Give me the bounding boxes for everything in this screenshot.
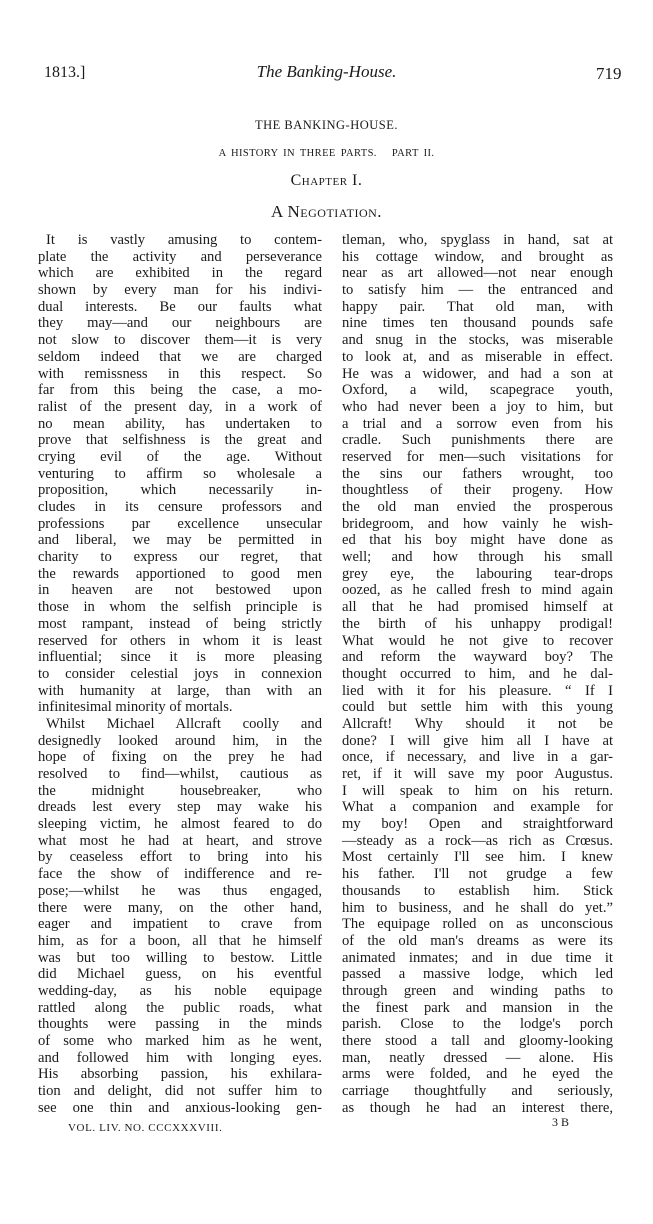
text-line: the rewards apportioned to good men — [38, 565, 322, 582]
text-line: crying evil of the age. Without — [38, 448, 322, 465]
text-line: a trial and a sorrow even from his — [342, 415, 613, 432]
text-line: no mean ability, has undertaken to — [38, 415, 322, 432]
footer-volume: VOL. LIV. NO. CCCXXXVIII. — [68, 1122, 223, 1134]
text-line: by ceaseless effort to bring into his — [38, 849, 322, 866]
text-line: seldom indeed that we are charged — [38, 348, 322, 365]
text-line: sleeping victim, he almost feared to do — [38, 816, 322, 833]
text-line: with humanity at large, than with an — [38, 682, 322, 699]
text-line: there stood a tall and gloomy-looking — [342, 1033, 613, 1049]
text-line: who had never been a joy to him, but — [342, 398, 613, 415]
text-line: resolved to find—whilst, cautious as — [38, 766, 322, 782]
text-line: was but too willing to bestow. Little — [38, 949, 322, 966]
text-line: the sins our fathers wrought, too — [342, 465, 613, 482]
text-line: pose;—whilst he was thus engaged, — [38, 882, 322, 899]
signature-mark: 3 B — [552, 1115, 570, 1129]
text-line: with remissness in this respect. So — [38, 365, 322, 382]
text-line: through green and winding paths to — [342, 982, 613, 999]
running-head-year: 1813.] — [44, 64, 86, 81]
text-line: passed a massive lodge, which led — [342, 966, 613, 983]
text-line: thoughts were passing in the minds — [38, 1016, 322, 1033]
text-line: parish. Close to the lodge's porch — [342, 1016, 613, 1033]
text-line: nine times ten thousand pounds safe — [342, 315, 613, 332]
text-line: grey eye, the labouring tear-drops — [342, 565, 613, 582]
text-line: and reform the wayward boy? The — [342, 649, 613, 666]
text-line: What would he not give to recover — [342, 632, 613, 649]
text-line: to look at, and as miserable in effect. — [342, 348, 613, 365]
text-line: of the old man's dreams as were its — [342, 932, 613, 949]
text-line: eager and impatient to crave from — [38, 916, 322, 933]
right-column — [342, 232, 613, 1116]
text-line: —steady as a rock—as rich as Crœsus. — [342, 832, 613, 849]
article-subtitle: A HISTORY IN THREE PARTS. PART II. — [218, 148, 435, 159]
text-line: Most certainly I'll see him. I knew — [342, 849, 613, 866]
text-line: lied with it for his pleasure. “ If I — [342, 682, 613, 699]
text-line: Oxford, a wild, scapegrace youth, — [342, 382, 613, 399]
article-title: THE BANKING-HOUSE. — [254, 118, 398, 132]
text-line: thoughtless of their progeny. How — [342, 482, 613, 499]
text-line: see one thin and anxious-looking gen- — [38, 1099, 322, 1116]
text-line: His absorbing passion, his exhilara- — [38, 1066, 322, 1083]
text-line: thought occurred to him, and he dal- — [342, 665, 613, 682]
text-line: near as art allowed—not near enough — [342, 265, 613, 282]
text-line: his cottage window, and brought as — [342, 248, 613, 265]
section-heading: A Negotiation. — [270, 202, 383, 221]
text-line: Allcraft! Why should it not be — [342, 715, 613, 732]
text-line: animated inmates; and in due time it — [342, 949, 613, 966]
text-line: prove that selfishness is the great and — [38, 432, 322, 449]
text-line: dreads lest every step may wake his — [38, 799, 322, 816]
text-line: face the show of indifference and re- — [38, 866, 322, 883]
text-line: and snug in the stocks, was miserable — [342, 332, 613, 349]
text-line: I will speak to him on his return. — [342, 782, 613, 799]
text-line: arms were folded, and he eyed the — [342, 1066, 613, 1083]
text-line: all that he had promised himself at — [342, 599, 613, 616]
text-line: venturing to affirm so wholesale a — [38, 465, 322, 482]
text-line: well; and how through his small — [342, 549, 613, 566]
text-line: infinitesimal minority of mortals. — [38, 699, 233, 716]
text-line: thousands to establish him. Stick — [342, 882, 613, 899]
text-line: those in whom the selfish principle is — [38, 599, 322, 616]
text-line: professions par excellence unsecular — [38, 515, 322, 532]
text-line: carriage thoughtfully and seriously, — [342, 1083, 613, 1100]
text-line: tleman, who, spyglass in hand, sat at — [342, 232, 613, 248]
text-line: the midnight housebreaker, who — [38, 782, 322, 799]
text-line: oozed, as he called fresh to mind again — [342, 582, 613, 599]
text-line: rattled along the public roads, what — [38, 999, 322, 1016]
text-line: shown by every man for his indivi- — [38, 282, 322, 299]
text-line: and followed him with longing eyes. — [38, 1049, 322, 1066]
text-line: they may—and our neighbours are — [38, 315, 322, 332]
text-line: far from this being the case, a mo- — [38, 382, 322, 399]
text-line: him to business, and he shall do yet.” — [342, 899, 613, 916]
text-line: to consider celestial joys in connexion — [38, 665, 322, 682]
text-line: of some who marked him as he went, — [38, 1033, 322, 1049]
text-line: ralist of the present day, in a work of — [38, 398, 322, 415]
text-line: the birth of his unhappy prodigal! — [342, 615, 613, 632]
text-line: What a companion and example for — [342, 799, 613, 816]
text-line: happy pair. That old man, with — [342, 298, 613, 315]
text-line: tion and delight, did not suffer him to — [38, 1083, 322, 1100]
text-line: there were many, on the other hand, — [38, 899, 322, 916]
text-line: wedding-day, as his noble equipage — [38, 982, 322, 999]
text-line: reserved for others in whom it is least — [38, 632, 322, 649]
text-line: influential; since it is more pleasing — [38, 649, 322, 666]
text-line: did Michael guess, on his eventful — [38, 966, 322, 983]
text-line: hope of fixing on the prey he had — [38, 749, 322, 766]
text-line: The equipage rolled on as unconscious — [342, 916, 613, 933]
text-line: in heaven are not bestowed upon — [38, 582, 322, 599]
text-line: not slow to discover them—it is very — [38, 332, 322, 349]
text-line: Whilst Michael Allcraft coolly and — [46, 715, 322, 732]
text-line: cradle. Such punishments there are — [342, 432, 613, 449]
text-line: bridegroom, and how vainly he wish- — [342, 515, 613, 532]
text-line: my boy! Open and straightforward — [342, 816, 613, 833]
text-line: He was a widower, and had a son at — [342, 365, 613, 382]
text-line: It is vastly amusing to contem- — [46, 232, 322, 248]
text-line: the finest park and mansion in the — [342, 999, 613, 1016]
text-line: as though he had an interest there, — [342, 1099, 613, 1116]
text-line: him, as for a boon, all that he himself — [38, 932, 322, 949]
text-line: what most he had at heart, and strove — [38, 832, 322, 849]
text-line: ret, if it will save my poor Augustus. — [342, 766, 613, 782]
text-line: his father. I'll not grudge a few — [342, 866, 613, 883]
running-head-title: The Banking-House. — [256, 62, 397, 81]
left-column — [38, 232, 322, 1116]
text-line: designedly looked around him, in the — [38, 732, 322, 749]
text-line: cludes in its censure professors and — [38, 499, 322, 515]
chapter-heading: Chapter I. — [290, 172, 363, 189]
text-line: reserved for men—such visitations for — [342, 448, 613, 465]
page-number: 719 — [596, 64, 622, 83]
text-line: man, neatly dressed — alone. His — [342, 1049, 613, 1066]
text-line: done? I will give him all I have at — [342, 732, 613, 749]
text-line: most rampant, instead of being strictly — [38, 615, 322, 632]
text-line: charity to express our regret, that — [38, 549, 322, 566]
text-line: the old man envied the prosperous — [342, 499, 613, 515]
text-line: ed that his boy might have done as — [342, 532, 613, 549]
text-line: and liberal, we may be permitted in — [38, 532, 322, 549]
text-line: which are exhibited in the regard — [38, 265, 322, 282]
text-line: dual interests. Be our faults what — [38, 298, 322, 315]
text-line: once, if necessary, and live in a gar- — [342, 749, 613, 766]
text-line: plate the activity and perseverance — [38, 248, 322, 265]
text-line: to satisfy him — the entranced and — [342, 282, 613, 299]
text-line: proposition, which necessarily in- — [38, 482, 322, 499]
text-line: could but settle him with this young — [342, 699, 613, 716]
